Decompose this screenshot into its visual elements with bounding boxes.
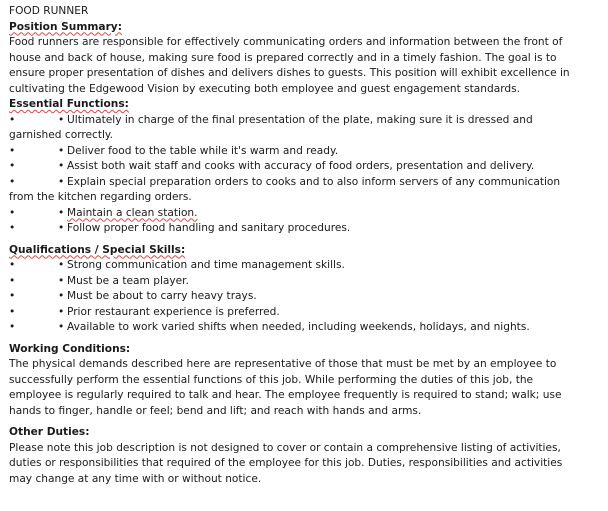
bullet-inner: •: [58, 290, 65, 302]
essential-function-item-text: Follow proper food handling and sanitary procedures.: [67, 222, 351, 234]
other-duties-text: Please note this job description is not designed to cover or contain a comprehensive listing of activities, duties or responsibilities that required of the employee for this job. Duties, responsibilities and activities may change at any time with or without notice.: [9, 441, 563, 485]
qualification-item: [9, 289, 584, 305]
bullet-inner: •: [58, 144, 65, 157]
essential-functions-heading-text: Essential Functions:: [9, 98, 129, 110]
qualifications-heading-text: Qualifications / Special Skills:: [9, 243, 186, 256]
qualification-item: [9, 320, 584, 336]
qualification-item-text: Available to work varied shifts when needed, including weekends, holidays, and nights.: [67, 321, 530, 333]
bullet-inner: •: [58, 274, 65, 287]
bullet-inner: •: [58, 160, 65, 172]
bullet-outer: •: [9, 160, 16, 172]
qualification-item-text: Prior restaurant experience is preferred.: [67, 305, 280, 318]
bullet-inner: •: [58, 259, 65, 271]
bullet-outer: •: [9, 113, 16, 126]
position-summary-text: Food runners are responsible for effectively communicating orders and information between the front of house and back of house, making sure food is prepared correctly and in a timely fashion. The goal is to ensure proper presentation of dishes and delivers dishes to guests. This position will exhibit excellence in cultivating the Edgewood Vision by executing both employee and guest engagement standards.: [9, 36, 570, 95]
essential-functions-list: [9, 113, 584, 237]
essential-function-item-text: Maintain a clean station.: [67, 206, 198, 219]
working-conditions-heading: Working Conditions:: [9, 342, 131, 355]
bullet-inner: •: [58, 206, 65, 219]
bullet-outer: •: [9, 222, 16, 234]
document-title: FOOD RUNNER: [9, 5, 89, 17]
qualification-item: [9, 305, 584, 321]
bullet-outer: •: [9, 175, 16, 188]
bullet-outer: •: [9, 144, 16, 157]
bullet-outer: •: [9, 321, 16, 333]
essential-function-item-text: Explain special preparation orders to cooks and to also inform servers of any communication from the kitchen regarding orders.: [9, 175, 561, 203]
qualification-item: [9, 258, 584, 274]
essential-function-item-text: Deliver food to the table while it's warm and ready.: [67, 144, 339, 157]
essential-function-item: [9, 175, 584, 206]
position-summary-heading-text: Position Summary:: [9, 20, 122, 33]
bullet-outer: •: [9, 259, 16, 271]
qualifications-heading: [9, 243, 608, 259]
working-conditions-text: The physical demands described here are representative of those that must be met by an employee to successfully perform the essential functions of this job. While performing the duties of this job, the employee is regularly required to talk and hear. The employee frequently is required to stand; walk; use hands to finger, handle or feel; bend and lift; and reach with hands and arms.: [9, 358, 562, 417]
position-summary-heading: [9, 20, 608, 36]
bullet-inner: •: [58, 113, 65, 126]
qualification-item: [9, 274, 584, 290]
qualification-item-text: Must be a team player.: [67, 274, 189, 287]
essential-function-item-text: Ultimately in charge of the final presentation of the plate, making sure it is dressed and garnished correctly.: [9, 113, 533, 141]
bullet-inner: •: [58, 222, 65, 234]
other-duties-heading: Other Duties:: [9, 426, 90, 438]
qualifications-list: [9, 258, 584, 336]
bullet-outer: •: [9, 290, 16, 302]
bullet-outer: •: [9, 305, 16, 318]
bullet-inner: •: [58, 321, 65, 333]
bullet-inner: •: [58, 305, 65, 318]
essential-function-item: [9, 206, 584, 222]
bullet-outer: •: [9, 206, 16, 219]
qualification-item-text: Strong communication and time management skills.: [67, 259, 345, 271]
essential-function-item: [9, 144, 584, 160]
essential-functions-heading: [9, 97, 608, 113]
bullet-inner: •: [58, 175, 65, 188]
qualification-item-text: Must be about to carry heavy trays.: [67, 290, 257, 302]
essential-function-item: [9, 159, 584, 175]
essential-function-item: [9, 113, 584, 144]
bullet-outer: •: [9, 274, 16, 287]
essential-function-item-text: Assist both wait staff and cooks with accuracy of food orders, presentation and delivery.: [67, 160, 535, 172]
essential-function-item: [9, 221, 584, 237]
